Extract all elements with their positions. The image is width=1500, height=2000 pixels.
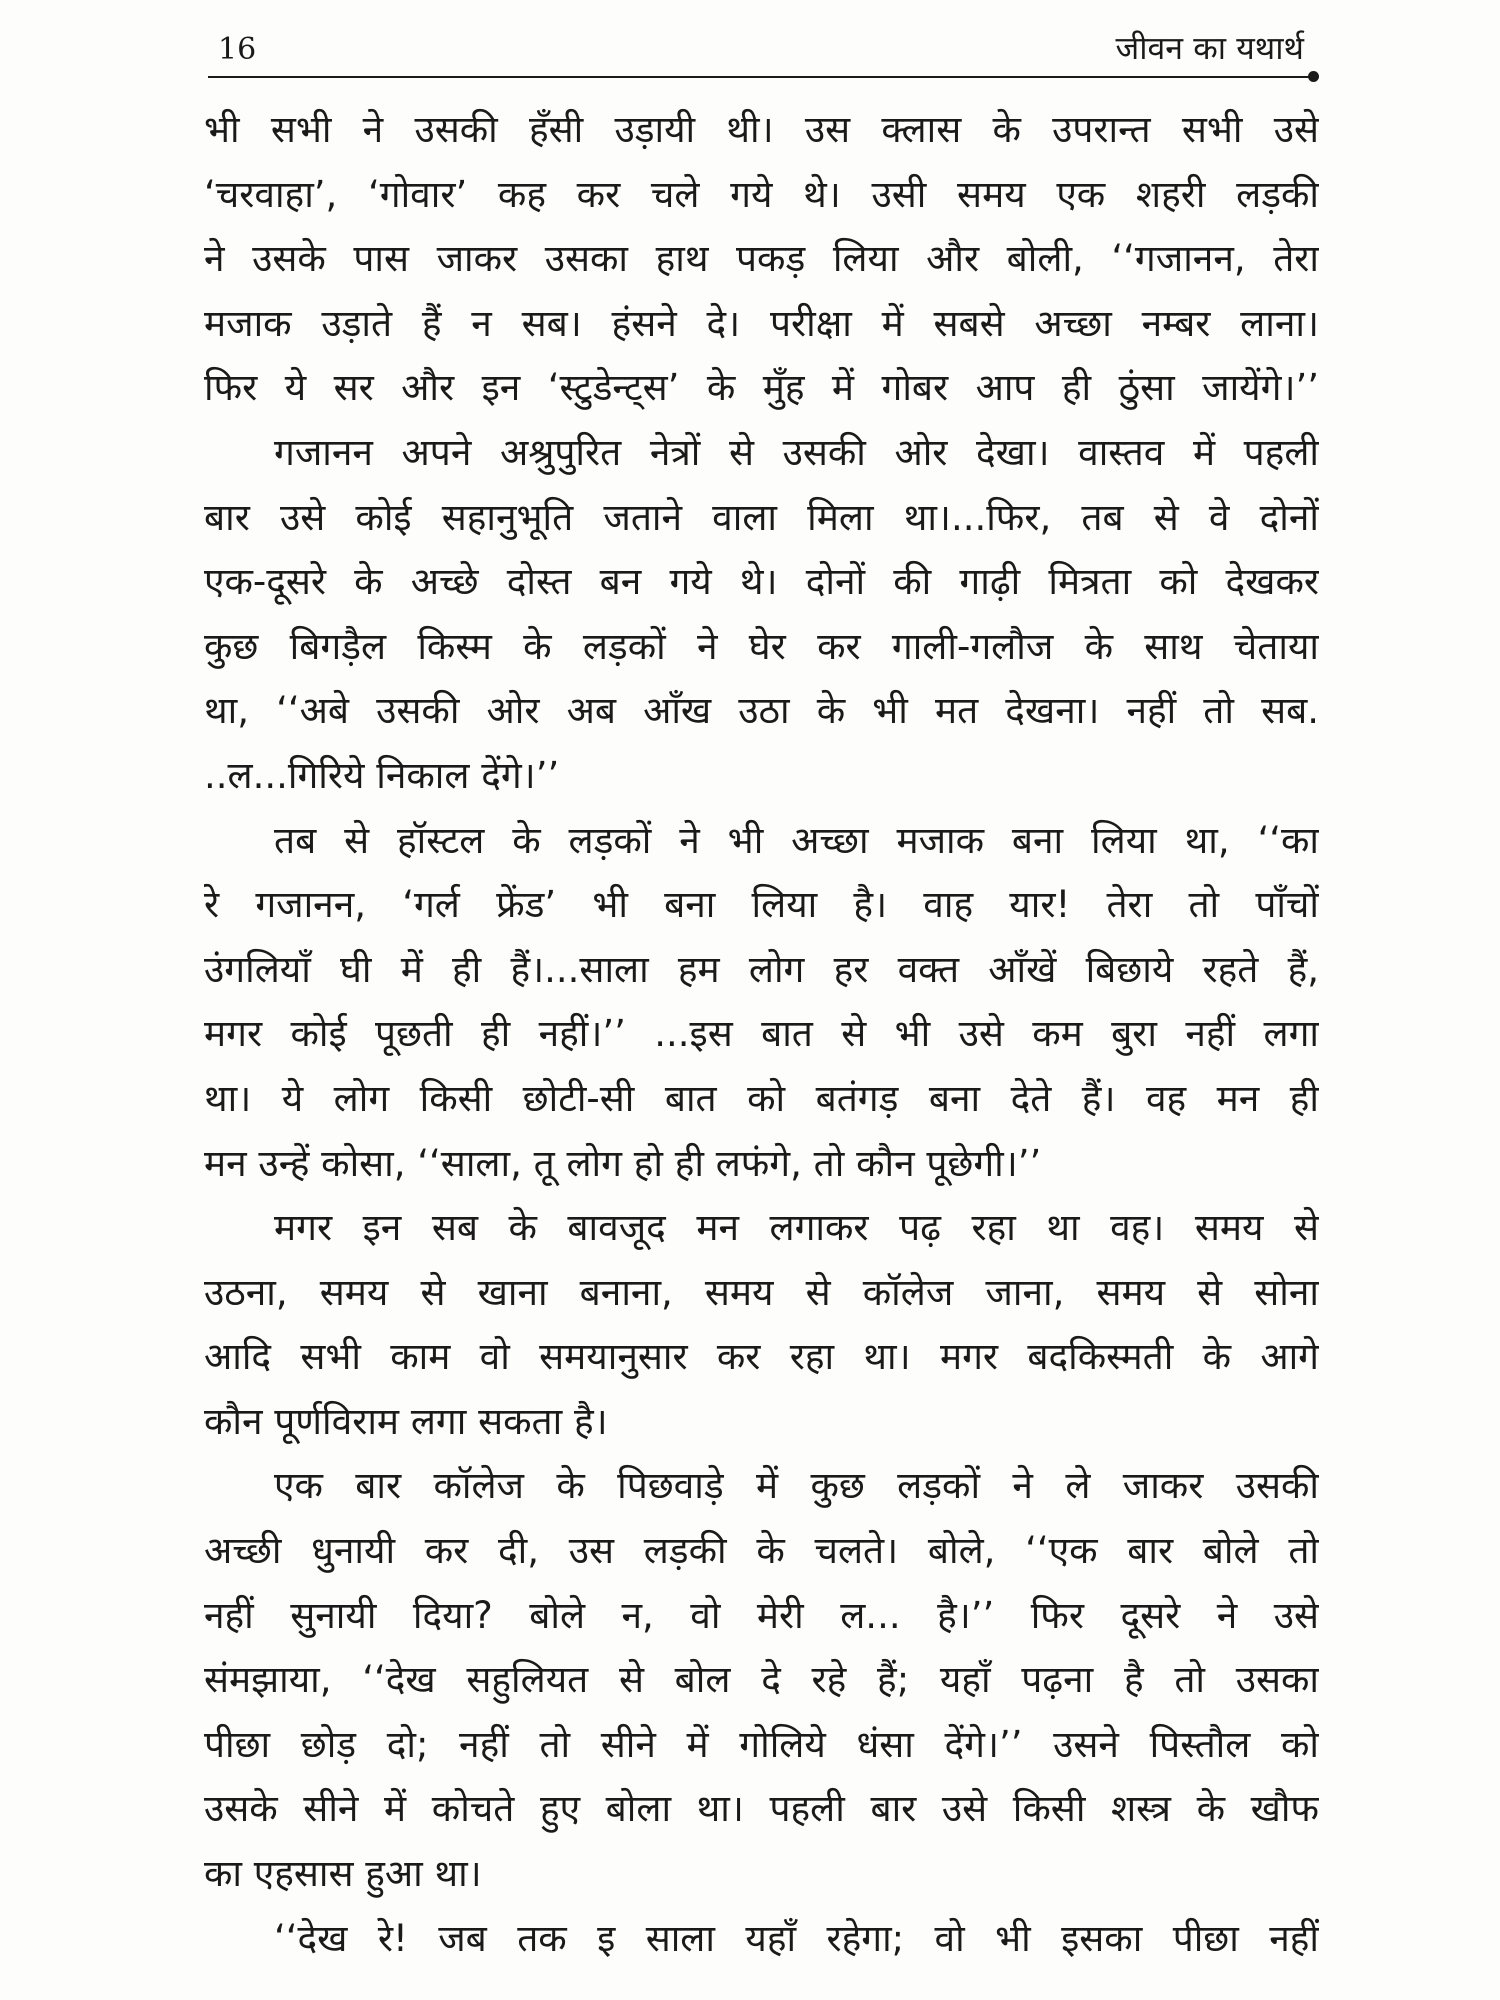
text-line: उंगलियाँ घी में ही हैं।...साला हम लोग हर वक्त आँखें बिछाये रहते हैं,	[204, 947, 1319, 991]
text-line: ..ल...गिरिये निकाल देंगे।’’	[204, 753, 560, 797]
text-line: एक-दूसरे के अच्छे दोस्त बन गये थे। दोनों की गाढ़ी मित्रता को देखकर	[204, 560, 1319, 604]
text-line: मन उन्हें कोसा, ‘‘साला, तू लोग हो ही लफंगे, तो कौन पूछेगी।’’	[204, 1141, 1042, 1185]
text-line: अच्छी धुनायी कर दी, उस लड़की के चलते। बोले, ‘‘एक बार बोले तो	[204, 1529, 1319, 1573]
body-text	[204, 98, 1319, 1971]
text-line: मजाक उड़ाते हैं न सब। हंसने दे। परीक्षा में सबसे अच्छा नम्बर लाना।	[204, 301, 1319, 345]
text-line: तब से हॉस्टल के लड़कों ने भी अच्छा मजाक बना लिया था, ‘‘का	[274, 818, 1319, 862]
text-line: मगर इन सब के बावजूद मन लगाकर पढ़ रहा था वह। समय से	[274, 1206, 1319, 1250]
text-line: था, ‘‘अबे उसकी ओर अब आँख उठा के भी मत देखना। नहीं तो सब.	[204, 689, 1319, 733]
text-line: संमझाया, ‘‘देख सहुलियत से बोल दे रहे हैं; यहाँ पढ़ना है तो उसका	[204, 1658, 1319, 1702]
text-line: ‘चरवाहा’, ‘गोवार’ कह कर चले गये थे। उसी समय एक शहरी लड़की	[204, 172, 1319, 216]
text-line: गजानन अपने अश्रुपुरित नेत्रों से उसकी ओर देखा। वास्तव में पहली	[274, 430, 1319, 474]
text-line: पीछा छोड़ दो; नहीं तो सीने में गोलिये धंसा देंगे।’’ उसने पिस्तौल को	[204, 1722, 1319, 1766]
text-line: उठना, समय से खाना बनाना, समय से कॉलेज जाना, समय से सोना	[204, 1270, 1319, 1314]
text-line: नहीं सुनायी दिया? बोले न, वो मेरी ल... है।’’ फिर दूसरे ने उसे	[204, 1593, 1319, 1637]
text-line: उसके सीने में कोचते हुए बोला था। पहली बार उसे किसी शस्त्र के खौफ	[204, 1787, 1319, 1831]
text-line: बार उसे कोई सहानुभूति जताने वाला मिला था।...फिर, तब से वे दोनों	[204, 495, 1319, 539]
text-line: ने उसके पास जाकर उसका हाथ पकड़ लिया और बोली, ‘‘गजानन, तेरा	[204, 237, 1319, 281]
header-rule-dot	[1308, 71, 1319, 82]
running-head: जीवन का यथार्थ	[1115, 29, 1304, 67]
page-header	[208, 20, 1322, 78]
text-line: कुछ बिगड़ैल किस्म के लड़कों ने घेर कर गाली-गलौज के साथ चेताया	[204, 624, 1319, 668]
text-line: भी सभी ने उसकी हँसी उड़ायी थी। उस क्लास के उपरान्त सभी उसे	[204, 108, 1319, 151]
text-line: ‘‘देख रे! जब तक इ साला यहाँ रहेगा; वो भी इसका पीछा नहीं	[274, 1916, 1319, 1960]
text-line: रे गजानन, ‘गर्ल फ्रेंड’ भी बना लिया है। वाह यार! तेरा तो पाँचों	[204, 883, 1319, 927]
header-rule	[208, 76, 1314, 78]
text-line: मगर कोई पूछती ही नहीं।’’ ...इस बात से भी उसे कम बुरा नहीं लगा	[204, 1012, 1319, 1056]
text-line: आदि सभी काम वो समयानुसार कर रहा था। मगर बदकिस्मती के आगे	[204, 1335, 1319, 1379]
page-number: 16	[218, 32, 257, 67]
text-line: फिर ये सर और इन ‘स्टुडेन्ट्स’ के मुँह में गोबर आप ही ठुंसा जायेंगे।’’	[204, 366, 1319, 410]
text-line: का एहसास हुआ था।	[204, 1852, 482, 1896]
text-line: कौन पूर्णविराम लगा सकता है।	[204, 1399, 608, 1443]
text-line: एक बार कॉलेज के पिछवाड़े में कुछ लड़कों ने ले जाकर उसकी	[274, 1464, 1319, 1508]
text-line: था। ये लोग किसी छोटी-सी बात को बतंगड़ बना देते हैं। वह मन ही	[204, 1076, 1319, 1120]
